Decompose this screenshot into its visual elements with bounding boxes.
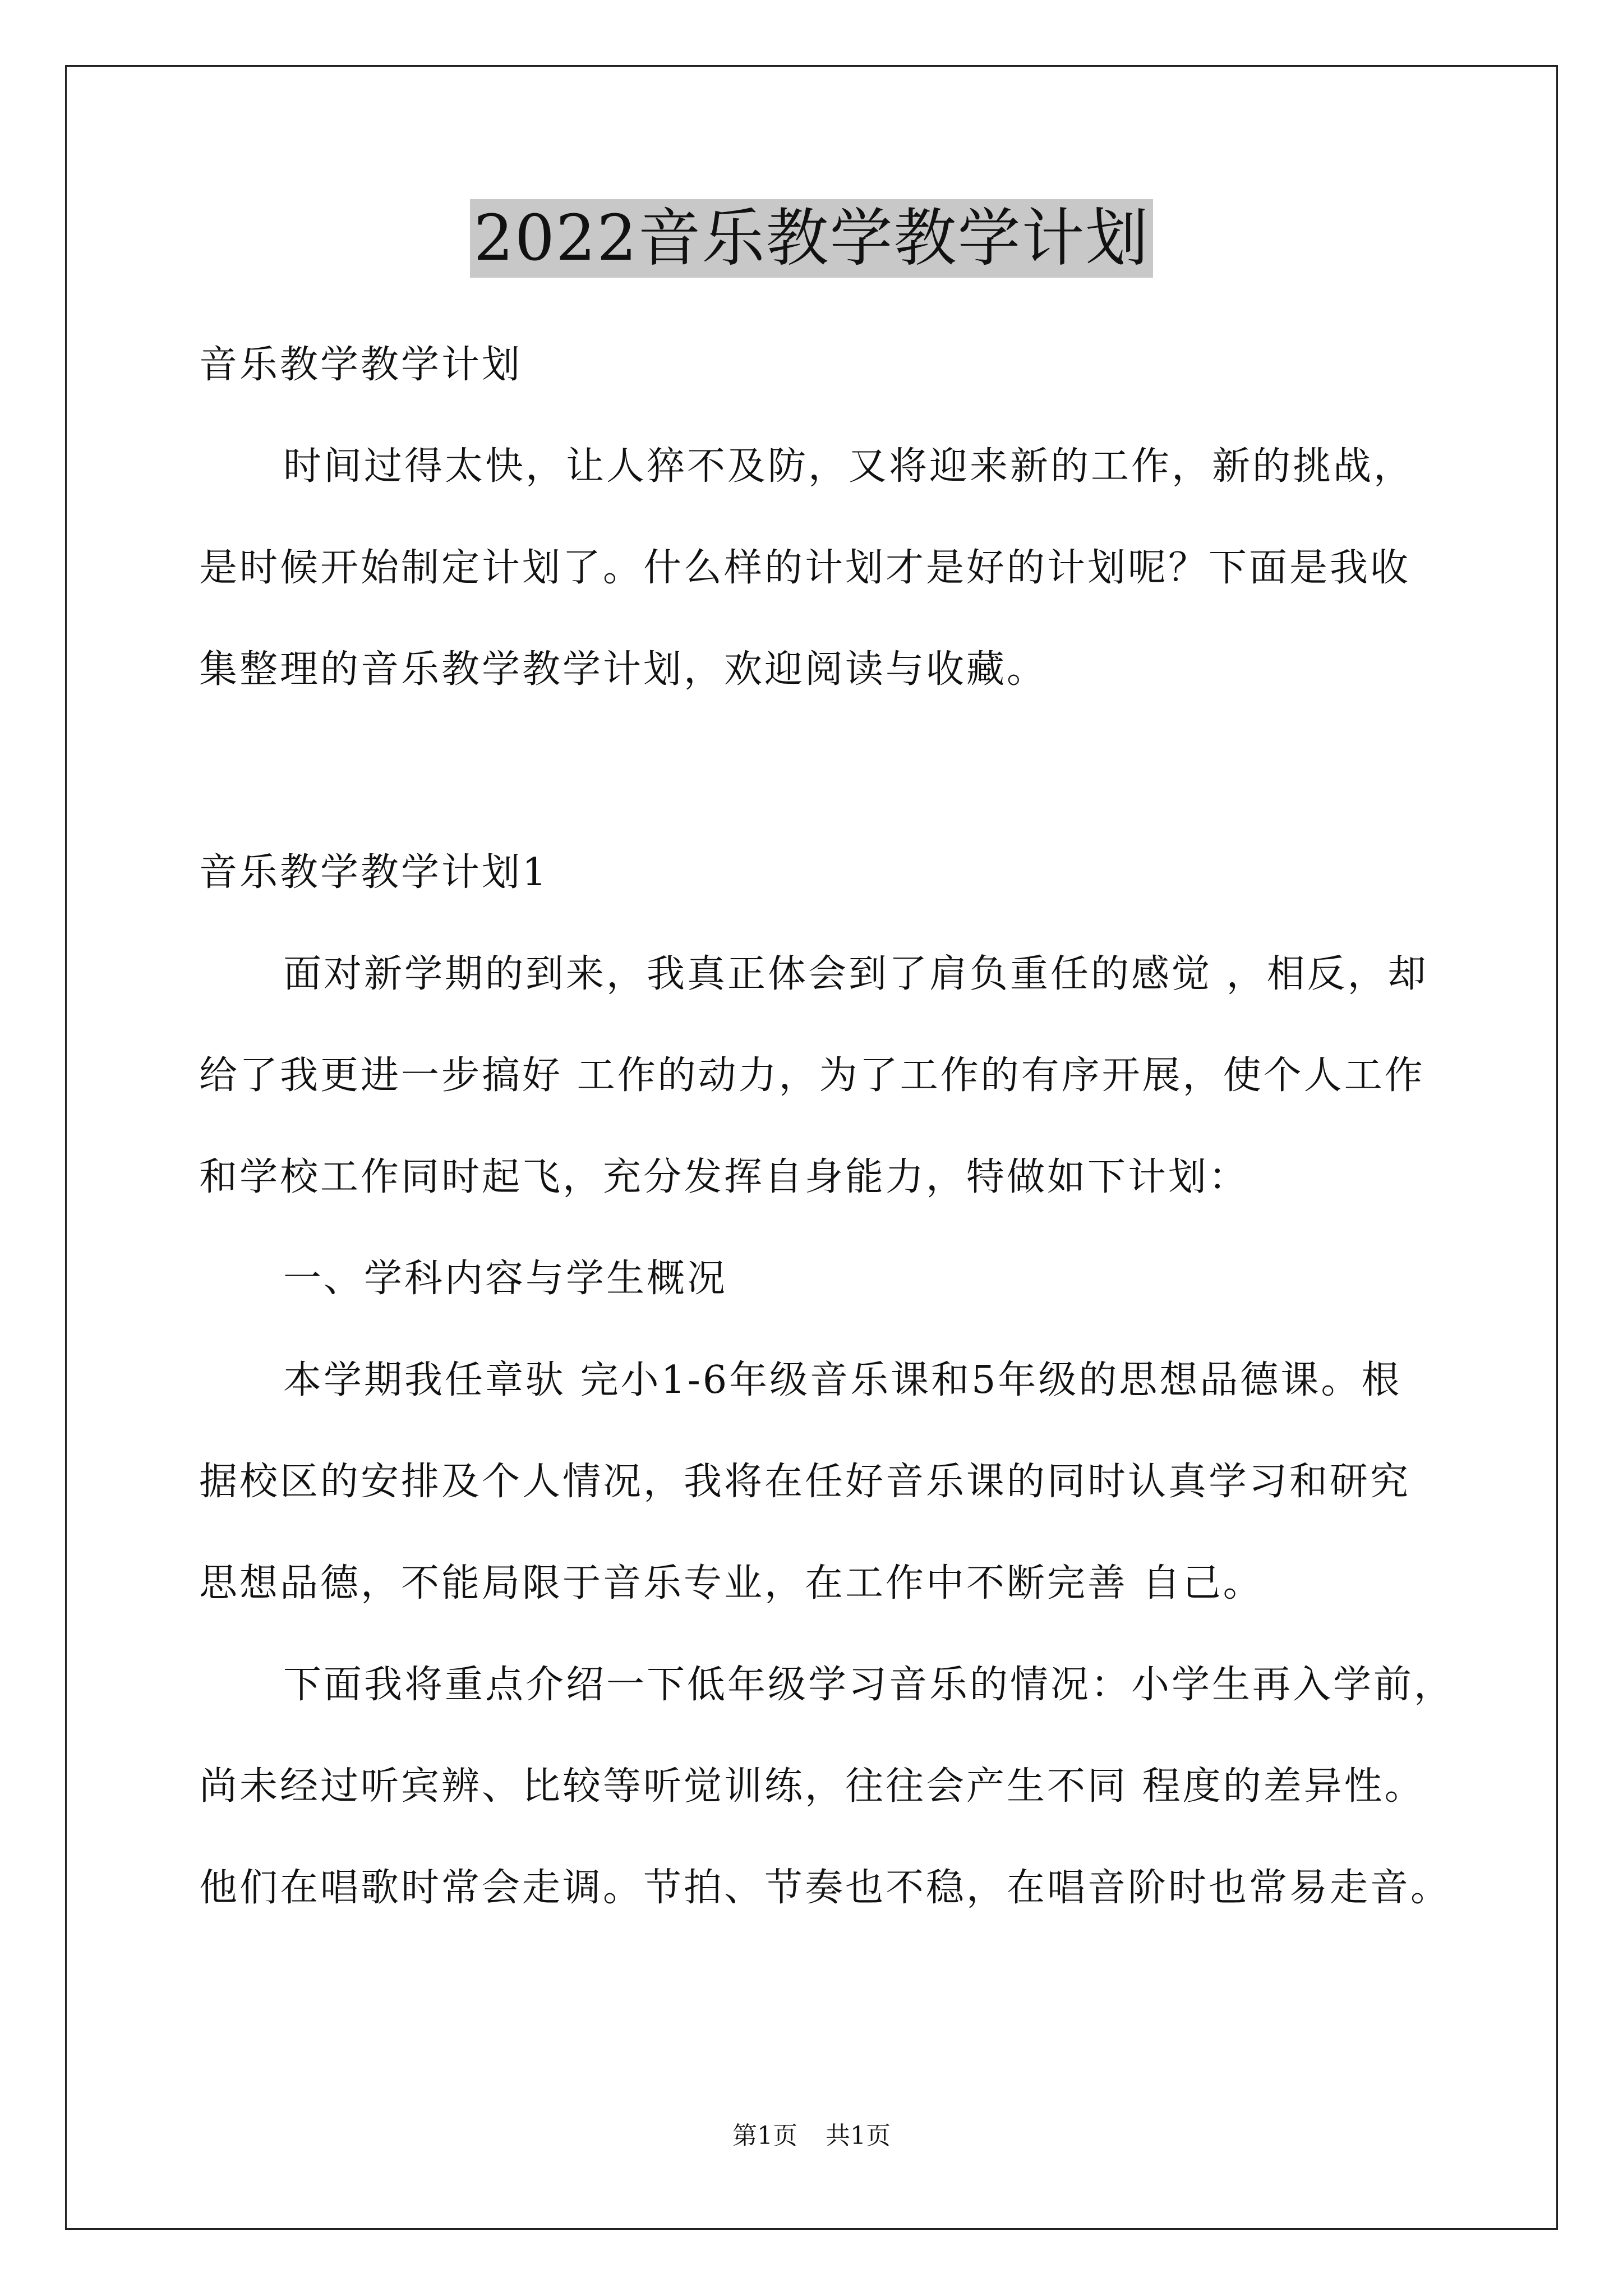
- paragraph-line: 集整理的音乐教学教学计划，欢迎阅读与收藏。: [199, 647, 1048, 692]
- document-body: [199, 314, 1455, 1939]
- paragraph-line: 他们在唱歌时常会走调。节拍、节奏也不稳，在唱音阶时也常易走音。: [199, 1866, 1451, 1910]
- paragraph-line: 时间过得太快，让人猝不及防，又将迎来新的工作，新的挑战，: [283, 444, 1414, 489]
- paragraph-line: 面对新学期的到来，我真正体会到了肩负重任的感觉 ，相反，却: [283, 952, 1428, 996]
- paragraph-line: 据校区的安排及个人情况，我将在任好音乐课的同时认真学习和研究: [199, 1460, 1411, 1504]
- paragraph-line: 是时候开始制定计划了。什么样的计划才是好的计划呢？下面是我收: [199, 546, 1411, 590]
- title-container: [0, 199, 1623, 278]
- document-title: 2022音乐教学教学计划: [470, 199, 1152, 278]
- page-number: 第1页: [732, 2122, 797, 2150]
- page-footer: [0, 2119, 1623, 2153]
- paragraph-line: 和学校工作同时起飞，充分发挥自身能力，特做如下计划：: [199, 1155, 1249, 1199]
- paragraph-line: 给了我更进一步搞好 工作的动力，为了工作的有序开展，使个人工作: [199, 1053, 1425, 1098]
- paragraph-line: 尚未经过听宾辨、比较等听觉训练，往往会产生不同 程度的差异性。: [199, 1764, 1425, 1809]
- spacer: [199, 720, 1433, 822]
- page-total: 共1页: [826, 2122, 891, 2150]
- paragraph-line: 思想品德，不能局限于音乐专业，在工作中不断完善 自己。: [199, 1561, 1264, 1605]
- subtitle-line: 音乐教学教学计划: [199, 343, 523, 387]
- paragraph-line: 下面我将重点介绍一下低年级学习音乐的情况：小学生再入学前，: [283, 1663, 1455, 1707]
- subsection-heading: 一、学科内容与学生概况: [283, 1257, 728, 1301]
- section-heading: 音乐教学教学计划1: [199, 850, 549, 895]
- paragraph-line: 本学期我任章驮 完小1-6年级音乐课和5年级的思想品德课。根: [283, 1358, 1402, 1402]
